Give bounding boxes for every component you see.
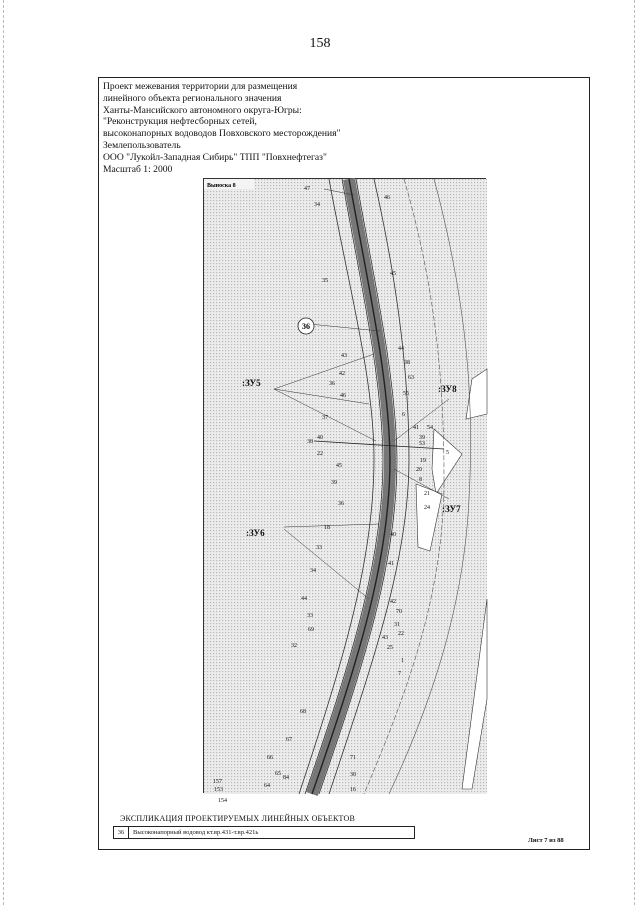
map-point-label: 24 <box>424 505 430 511</box>
parcel-label-zu7: :ЗУ7 <box>442 504 461 514</box>
map-point-label: 40 <box>317 435 323 441</box>
header-line: "Реконструкция нефтесборных сетей, <box>103 116 257 128</box>
explication-table <box>113 826 415 839</box>
header-line: ООО "Лукойл-Западная Сибирь" ТПП "Повхнефтегаз" <box>103 151 327 163</box>
circled-object-label: 36 <box>302 322 310 331</box>
map-point-label: 25 <box>387 645 393 651</box>
map-point-label: 18 <box>324 525 330 531</box>
title-block <box>103 81 341 175</box>
map-point-label: 20 <box>416 467 422 473</box>
map-point-label: 33 <box>307 613 313 619</box>
map-point-label: 1 <box>401 658 404 664</box>
map-point-label: 33 <box>316 545 322 551</box>
map-point-label: 44 <box>301 596 307 602</box>
map-point-label: 46 <box>384 195 390 201</box>
map-point-label: 65 <box>275 771 281 777</box>
map-point-label: 38 <box>307 439 313 445</box>
header-line: Землепользователь <box>103 139 181 151</box>
map-point-label: 41 <box>413 425 419 431</box>
parcel-label-zu5: :ЗУ5 <box>242 378 261 388</box>
header-line: Ханты-Мансийского автономного округа-Югры: <box>103 104 302 116</box>
map-point-label: 67 <box>286 737 292 743</box>
map-point-label: 38 <box>404 360 410 366</box>
map-point-label: 19 <box>420 458 426 464</box>
inset-label: Выноска 8 <box>207 183 236 189</box>
map-point-label: 63 <box>408 375 414 381</box>
map-point-label: 70 <box>396 609 402 615</box>
map-point-label: 154 <box>218 798 227 804</box>
map-point-label: 54 <box>427 425 433 431</box>
map-point-label: 42 <box>339 371 345 377</box>
map-point-label: 84 <box>283 775 289 781</box>
parcel-label-zu6: :ЗУ6 <box>246 528 265 538</box>
scan-edge-right <box>634 0 636 905</box>
map-point-label: 64 <box>264 783 270 789</box>
map-point-label: 32 <box>291 643 297 649</box>
map-point-label: 66 <box>267 755 273 761</box>
map-point-label: 30 <box>350 772 356 778</box>
scan-edge-left <box>3 0 5 905</box>
sheet-label: Лист 7 из 88 <box>528 837 564 844</box>
map-point-label: 8 <box>419 477 422 483</box>
map-point-label: 31 <box>394 622 400 628</box>
map-point-label: 45 <box>390 271 396 277</box>
map-inset <box>203 178 486 804</box>
map-point-label: 157 <box>213 779 222 785</box>
map-point-label: 43 <box>341 353 347 359</box>
header-line: Масштаб 1: 2000 <box>103 163 173 175</box>
explication-row-number: 36 <box>114 827 129 838</box>
map-point-label: 44 <box>398 346 404 352</box>
header-line: Проект межевания территории для размещения <box>103 81 298 92</box>
map-point-label: 53 <box>419 441 425 447</box>
map-point-label: 16 <box>350 787 356 793</box>
map-point-label: 71 <box>350 755 356 761</box>
map-point-label: 22 <box>317 451 323 457</box>
map-point-label: 43 <box>382 635 388 641</box>
map-point-label: 5 <box>446 450 449 456</box>
page-number: 158 <box>309 36 331 51</box>
map-point-label: 36 <box>338 501 344 507</box>
map-point-label: 34 <box>310 568 316 574</box>
header-line: высоконапорных водоводов Повховского месторождения" <box>103 128 341 140</box>
map-point-label: 22 <box>398 631 404 637</box>
map-point-label: 41 <box>388 561 394 567</box>
map-point-label: 21 <box>424 491 430 497</box>
map-point-label: 153 <box>214 787 223 793</box>
map-point-label: 39 <box>419 435 425 441</box>
map-point-label: 37 <box>322 415 328 421</box>
map-point-label: 42 <box>390 599 396 605</box>
explication-title: ЭКСПЛИКАЦИЯ ПРОЕКТИРУЕМЫХ ЛИНЕЙНЫХ ОБЪЕКТОВ <box>120 814 356 823</box>
map-point-label: 6 <box>402 412 405 418</box>
map-point-label: 35 <box>322 278 328 284</box>
map-point-label: 47 <box>304 186 310 192</box>
map-drawing <box>204 179 487 804</box>
map-point-label: 34 <box>314 202 320 208</box>
map-point-label: 36 <box>329 381 335 387</box>
parcel-label-zu8: :ЗУ8 <box>438 384 457 394</box>
map-point-label: 7 <box>398 671 401 677</box>
map-point-label: 45 <box>336 463 342 469</box>
map-point-label: 40 <box>390 532 396 538</box>
map-point-label: 68 <box>300 709 306 715</box>
explication-row-description: Высоконапорный водовод кт.вр.431-т.вр.421ь <box>133 829 259 836</box>
map-point-label: 69 <box>308 627 314 633</box>
map-point-label: 39 <box>331 480 337 486</box>
header-line: линейного объекта регионального значения <box>103 92 282 104</box>
map-point-label: 46 <box>340 393 346 399</box>
map-point-label: 55 <box>403 391 409 397</box>
